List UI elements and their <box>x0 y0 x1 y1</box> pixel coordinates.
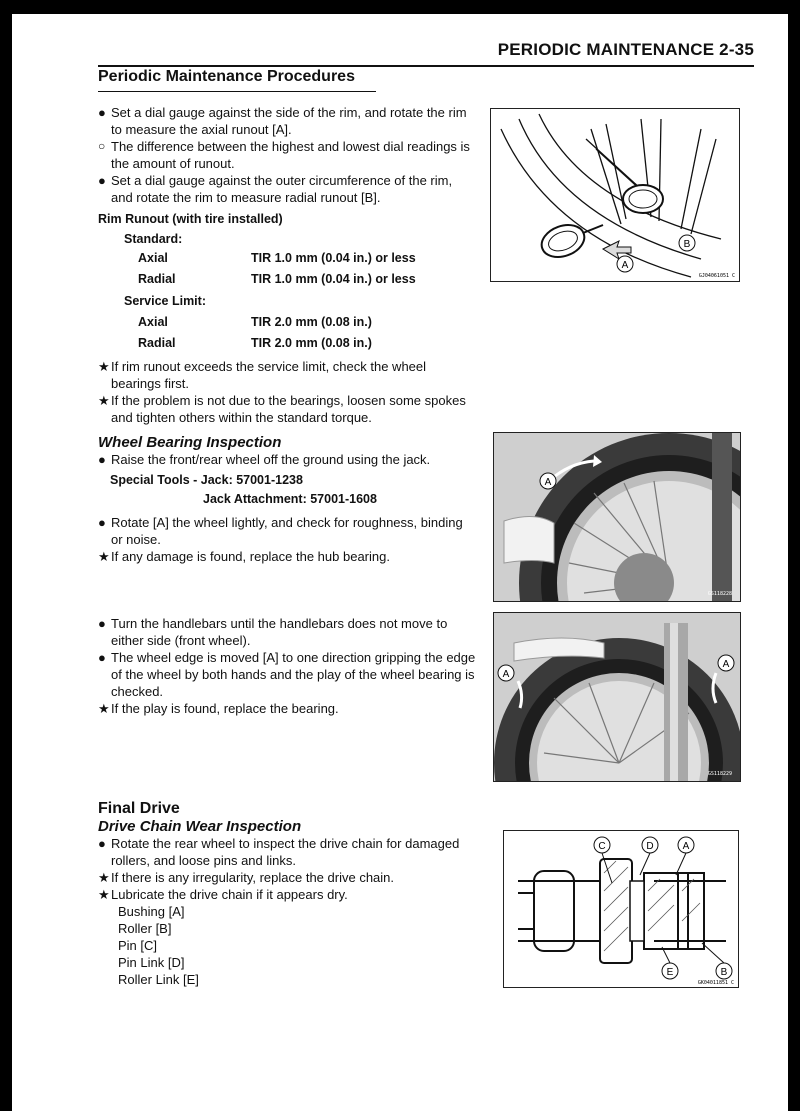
rotate-fig-label-a: A <box>544 477 552 488</box>
rim-fig-label-b: B <box>683 239 691 250</box>
rim-step-1: ● Set a dial gauge against the side of the rim, and rotate the rim to measure the axial runout [A]. <box>98 105 467 137</box>
special-tools-jack: Special Tools - Jack: 57001-1238 <box>110 473 303 487</box>
wheel-rotate-figure <box>493 432 741 602</box>
part-roller: Roller [B] <box>118 921 172 936</box>
drive-chain-figure <box>503 830 739 988</box>
rim-runout-figure <box>490 108 740 282</box>
special-tools-attachment: Jack Attachment: 57001-1608 <box>203 492 377 506</box>
rim-fig-code: GJ04061051 C <box>698 273 735 279</box>
rim-note-2: ★ If the problem is not due to the bearings, loosen some spokes and tighten others within the standard torque. <box>98 393 466 425</box>
rim-fig-label-a: A <box>621 260 629 271</box>
standard-radial-row: Radial TIR 1.0 mm (0.04 in.) or less <box>138 272 416 286</box>
part-roller-link: Roller Link [E] <box>118 972 199 987</box>
part-bushing: Bushing [A] <box>118 904 185 919</box>
play-step-2: ● The wheel edge is moved [A] to one direction gripping the edge of the wheel by both hands and the play of the wheel bearing is checked. <box>98 650 476 699</box>
wheel-bearing-title: Wheel Bearing Inspection <box>98 434 282 451</box>
header-rule <box>98 65 754 67</box>
chain-label-a: A <box>682 841 690 852</box>
section-title: Periodic Maintenance Procedures <box>98 68 355 85</box>
rim-step-2: ○ The difference between the highest and lowest dial readings is the amount of runout. <box>98 139 470 171</box>
rim-runout-spec-title: Rim Runout (with tire installed) <box>98 212 283 226</box>
chain-note-2: ★ Lubricate the drive chain if it appears dry. <box>98 887 348 902</box>
final-drive-block <box>98 800 476 988</box>
chain-label-e: E <box>666 967 674 978</box>
service-axial-row: Axial TIR 2.0 mm (0.08 in.) <box>138 315 372 329</box>
chain-note-1: ★ If there is any irregularity, replace the drive chain. <box>98 870 395 885</box>
final-drive-title: Final Drive <box>98 800 180 817</box>
play-fig-label-a-left: A <box>502 669 510 680</box>
bearing-note-1: ★ If any damage is found, replace the hub bearing. <box>98 549 390 564</box>
wheel-play-block <box>98 615 476 717</box>
chain-label-b: B <box>720 967 728 978</box>
page-header-title: PERIODIC MAINTENANCE 2-35 <box>497 40 754 59</box>
service-limit-label: Service Limit: <box>124 294 206 308</box>
manual-page <box>12 14 788 1111</box>
drive-chain-wear-title: Drive Chain Wear Inspection <box>98 818 302 835</box>
standard-axial-row: Axial TIR 1.0 mm (0.04 in.) or less <box>138 251 416 265</box>
bearing-step-1: ● Raise the front/rear wheel off the ground using the jack. <box>98 452 431 467</box>
rotate-fig-code: GS118228 <box>707 591 732 597</box>
play-note-1: ★ If the play is found, replace the bearing. <box>98 701 339 716</box>
rim-step-3: ● Set a dial gauge against the outer circumference of the rim, and rotate the rim to measure radial runout [B]. <box>98 173 453 205</box>
play-fig-code: GS118229 <box>707 771 732 777</box>
chain-step-1: ● Rotate the rear wheel to inspect the drive chain for damaged rollers, and loose pins and links. <box>98 836 460 868</box>
chain-parts-list <box>98 903 476 988</box>
chain-label-c: C <box>598 841 606 852</box>
wheel-play-figure <box>493 612 741 782</box>
bearing-step-2: ● Rotate [A] the wheel lightly, and check for roughness, binding or noise. <box>98 515 463 547</box>
standard-label: Standard: <box>124 232 183 246</box>
chain-label-d: D <box>646 841 654 852</box>
rim-runout-block <box>98 104 476 426</box>
play-step-1: ● Turn the handlebars until the handlebars does not move to either side (front wheel). <box>98 616 448 648</box>
section-rule <box>98 91 376 92</box>
service-radial-row: Radial TIR 2.0 mm (0.08 in.) <box>138 336 372 350</box>
wheel-bearing-block <box>98 434 476 565</box>
play-fig-label-a-right: A <box>722 659 730 670</box>
part-pin: Pin [C] <box>118 938 158 953</box>
chain-fig-code: GK04011851 C <box>697 980 734 986</box>
rim-note-1: ★ If rim runout exceeds the service limit, check the wheel bearings first. <box>98 359 427 391</box>
part-pin-link: Pin Link [D] <box>118 955 185 970</box>
